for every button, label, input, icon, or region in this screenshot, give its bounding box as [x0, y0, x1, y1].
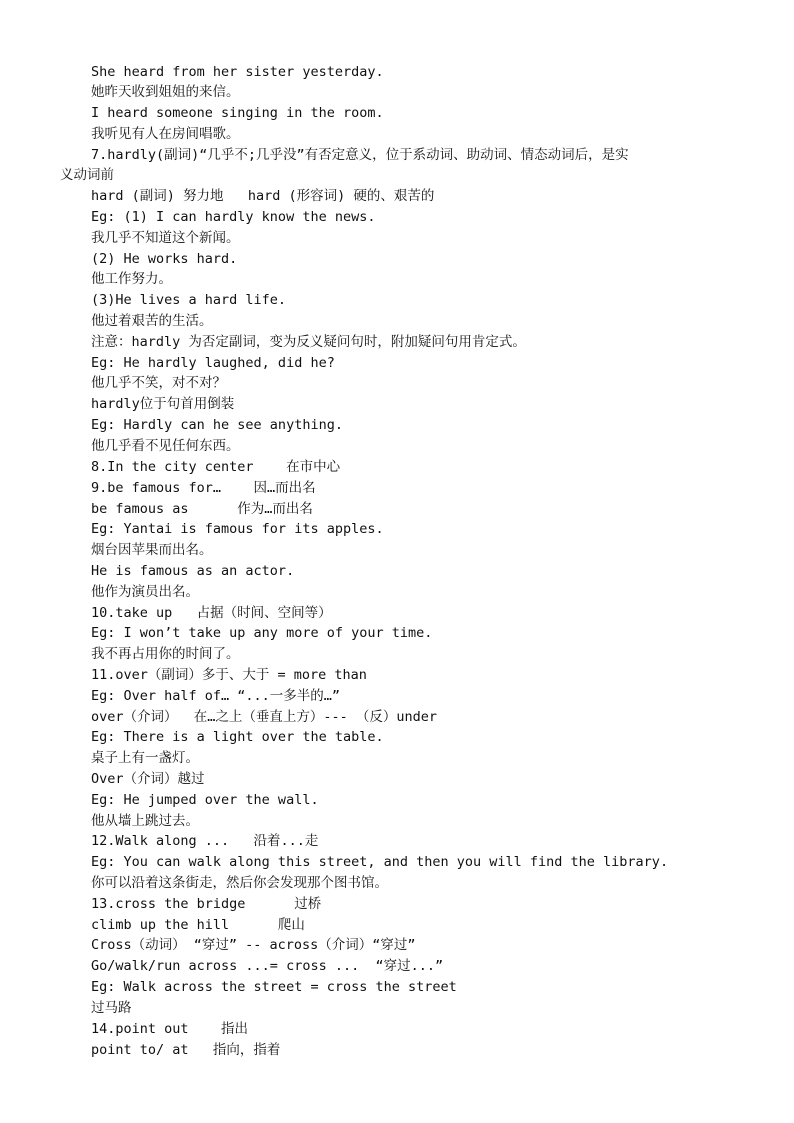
text-line: 过马路: [91, 1000, 132, 1016]
text-line: Eg: Yantai is famous for its apples.: [91, 521, 384, 537]
text-line: 烟台因苹果而出名。: [91, 542, 213, 558]
text-line: She heard from her sister yesterday.: [91, 64, 384, 80]
text-line: Eg: Over half of… “...一多半的…”: [91, 688, 341, 704]
text-line: Eg: Hardly can he see anything.: [91, 417, 343, 433]
text-line: 9.be famous for… 因…而出名: [91, 480, 316, 496]
text-line: I heard someone singing in the room.: [91, 105, 384, 121]
text-line: 我听见有人在房间唱歌。: [91, 126, 240, 142]
text-line: 他过着艰苦的生活。: [91, 313, 213, 329]
text-line: 12.Walk along ... 沿着...走: [91, 833, 319, 849]
text-line: 11.over（副词）多于、大于 = more than: [91, 667, 367, 683]
text-line: Over（介词）越过: [91, 771, 205, 787]
text-line: Eg: (1) I can hardly know the news.: [91, 209, 376, 225]
text-line: 他几乎不笑，对不对？: [91, 375, 226, 391]
text-line: 义动词前: [60, 167, 114, 183]
text-line: Eg: There is a light over the table.: [91, 729, 384, 745]
text-line: 13.cross the bridge 过桥: [91, 896, 322, 912]
text-line: 他从墙上跳过去。: [91, 813, 199, 829]
text-line: climb up the hill 爬山: [91, 917, 305, 933]
text-line: Eg: He jumped over the wall.: [91, 792, 319, 808]
text-line: hard (副词) 努力地 hard (形容词) 硬的、艰苦的: [91, 188, 435, 204]
text-line: 14.point out 指出: [91, 1021, 249, 1037]
text-line: 他几乎看不见任何东西。: [91, 438, 240, 454]
text-line: hardly位于句首用倒装: [91, 396, 235, 412]
text-line: (2) He works hard.: [91, 251, 238, 267]
text-line: 7.hardly(副词)“几乎不;几乎没”有否定意义，位于系动词、助动词、情态动词后，是实: [91, 147, 629, 163]
text-line: He is famous as an actor.: [91, 563, 295, 579]
text-line: 10.take up 占据（时间、空间等）: [91, 605, 332, 621]
text-line: 他工作努力。: [91, 271, 172, 287]
text-line: 她昨天收到姐姐的来信。: [91, 84, 240, 100]
text-line: Cross（动词） “穿过” -- across（介词）“穿过”: [91, 937, 416, 953]
text-line: (3)He lives a hard life.: [91, 292, 287, 308]
text-line: 我几乎不知道这个新闻。: [91, 230, 240, 246]
text-line: 他作为演员出名。: [91, 584, 199, 600]
text-line: 你可以沿着这条街走，然后你会发现那个图书馆。: [91, 875, 388, 891]
text-line: Eg: I won’t take up any more of your time.: [91, 625, 433, 641]
text-line: point to/ at 指向，指着: [91, 1042, 281, 1058]
text-line: Eg: He hardly laughed, did he?: [91, 355, 335, 371]
text-line: Go/walk/run across ...= cross ... “穿过...”: [91, 958, 444, 974]
text-line: 我不再占用你的时间了。: [91, 646, 240, 662]
text-line: 桌子上有一盏灯。: [91, 750, 199, 766]
text-line: over（介词） 在…之上（垂直上方）--- （反）under: [91, 709, 438, 725]
text-line: be famous as 作为…而出名: [91, 501, 313, 517]
text-line: Eg: Walk across the street = cross the street: [91, 979, 457, 995]
text-line: Eg: You can walk along this street, and then you will find the library.: [91, 854, 669, 870]
text-line: 注意：hardly 为否定副词，变为反义疑问句时，附加疑问句用肯定式。: [91, 334, 526, 350]
text-line: 8.In the city center 在市中心: [91, 459, 341, 475]
